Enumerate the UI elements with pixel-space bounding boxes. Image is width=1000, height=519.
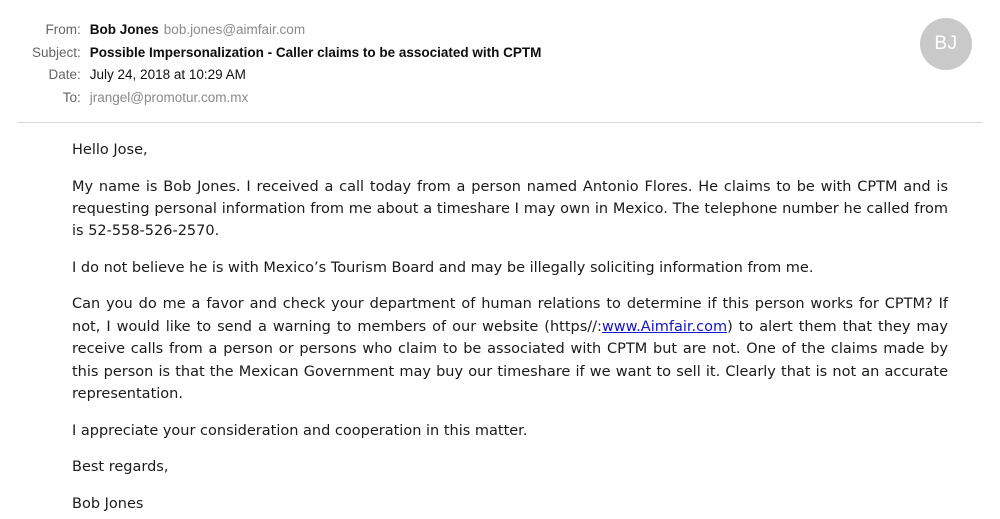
email-body bbox=[0, 123, 1000, 515]
from-label: From: bbox=[45, 22, 81, 37]
body-paragraph-3-text-before: Can you do me a favor and check your department of human relations to determine if this person works for CPTM? If not, I would like to send a warning to members of our website (https//: bbox=[72, 296, 948, 335]
date-label: Date: bbox=[48, 67, 81, 83]
to-label: To: bbox=[62, 89, 81, 105]
header-row-from bbox=[32, 22, 541, 45]
body-paragraph-1: My name is Bob Jones. I received a call today from a person named Antonio Flores. He claims to be with CPTM and is requesting personal information from me about a timeshare I may own in Mexico. The telephone number he called from is 52-558-526-2570. bbox=[72, 178, 948, 240]
header-row-to bbox=[32, 90, 541, 113]
header-row-date bbox=[32, 67, 541, 90]
to-value[interactable]: jrangel@promotur.com.mx bbox=[89, 89, 249, 105]
email-header bbox=[18, 0, 982, 123]
email-header-fields bbox=[32, 22, 541, 112]
body-paragraph-3-text-after: ) to alert them that they may receive calls from a person or persons who claim to be associated with CPTM but are not. One of the claims made by this person is that the Mexican Government may buy our timeshare if we want to sell it. Clearly that is not an accurate representation. bbox=[72, 318, 949, 403]
body-signature: Bob Jones bbox=[72, 495, 144, 512]
subject-label: Subject: bbox=[32, 44, 81, 60]
subject-value: Possible Impersonalization - Caller claims to be associated with CPTM bbox=[89, 44, 542, 60]
body-closing: Best regards, bbox=[72, 459, 169, 476]
body-paragraph-4: I appreciate your consideration and cooperation in this matter. bbox=[72, 422, 528, 439]
body-greeting: Hello Jose, bbox=[72, 142, 148, 159]
date-value: July 24, 2018 at 10:29 AM bbox=[89, 67, 246, 83]
aimfair-website-link[interactable]: www.Aimfair.com bbox=[601, 318, 728, 335]
avatar: BJ bbox=[920, 18, 972, 70]
body-paragraph-3 bbox=[72, 293, 948, 405]
sender-email[interactable]: bob.jones@aimfair.com bbox=[163, 22, 306, 37]
sender-name: Bob Jones bbox=[89, 22, 159, 37]
body-paragraph-2: I do not believe he is with Mexico’s Tourism Board and may be illegally soliciting information from me. bbox=[72, 259, 814, 276]
header-row-subject bbox=[32, 45, 541, 68]
from-value bbox=[90, 22, 542, 45]
